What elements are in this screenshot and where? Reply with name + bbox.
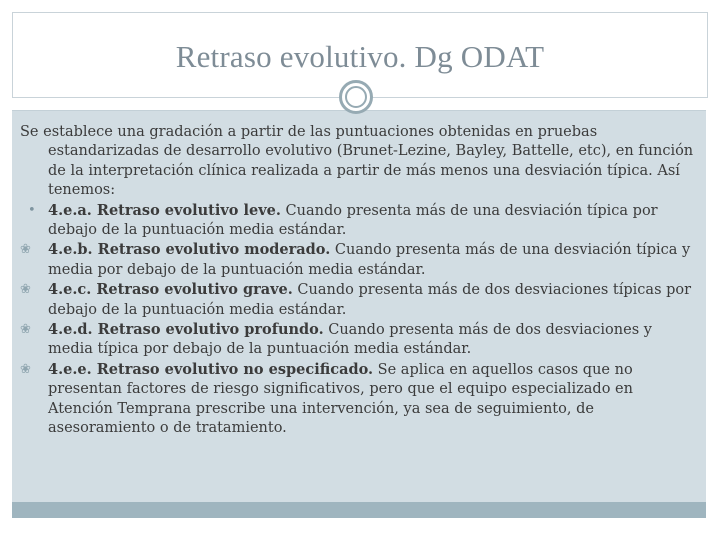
- item-heading: 4.e.b. Retraso evolutivo moderado.: [48, 241, 331, 259]
- item-heading: 4.e.c. Retraso evolutivo grave.: [48, 281, 293, 299]
- bullet-flower-icon: ❀: [20, 242, 31, 258]
- item-text: Cuando presenta más de una desviación típica y media por debajo de la puntuación media estándar.: [48, 242, 691, 278]
- list-item: [20, 320, 696, 360]
- item-heading: 4.e.d. Retraso evolutivo profundo.: [48, 321, 324, 339]
- bullet-flower-icon: ❀: [20, 282, 31, 298]
- item-heading: 4.e.e. Retraso evolutivo no especificado.: [48, 360, 374, 378]
- list-item: [20, 360, 696, 439]
- item-text: Cuando presenta más de dos desviaciones típicas por debajo de la puntuación media estándar.: [48, 282, 692, 318]
- slide-body: [20, 123, 696, 439]
- list-item: [20, 280, 696, 320]
- bullet-flower-icon: ❀: [20, 361, 31, 377]
- ring-ornament-icon: [339, 80, 373, 114]
- bullet-dot-icon: •: [28, 202, 36, 218]
- slide-title: Retraso evolutivo. Dg ODAT: [175, 39, 545, 74]
- item-heading: 4.e.a. Retraso evolutivo leve.: [48, 201, 281, 219]
- item-text: Cuando presenta más de una desviación típica por debajo de la puntuación media estándar.: [48, 202, 658, 239]
- item-text: Cuando presenta más de dos desviaciones y media típica por debajo de la puntuación media estándar.: [48, 322, 652, 358]
- intro-paragraph: Se establece una gradación a partir de las puntuaciones obtenidas en pruebas estandarizadas de desarrollo evolutivo (Brunet-Lezine, Bayley, Battelle, etc), en función de la interpretación clínica realizada a partir de más menos una desviación típica. Así tenemos:: [20, 124, 694, 199]
- list-item: [20, 201, 696, 241]
- list-item: [20, 240, 696, 280]
- footer-bar: [12, 502, 706, 518]
- bullet-flower-icon: ❀: [20, 322, 31, 338]
- item-text: Se aplica en aquellos casos que no presentan factores de riesgo significativos, pero que el equipo especializado en Atención Temprana prescribe una intervención, ya sea de seguimiento, de asesoramiento o de tratamiento.: [48, 361, 633, 437]
